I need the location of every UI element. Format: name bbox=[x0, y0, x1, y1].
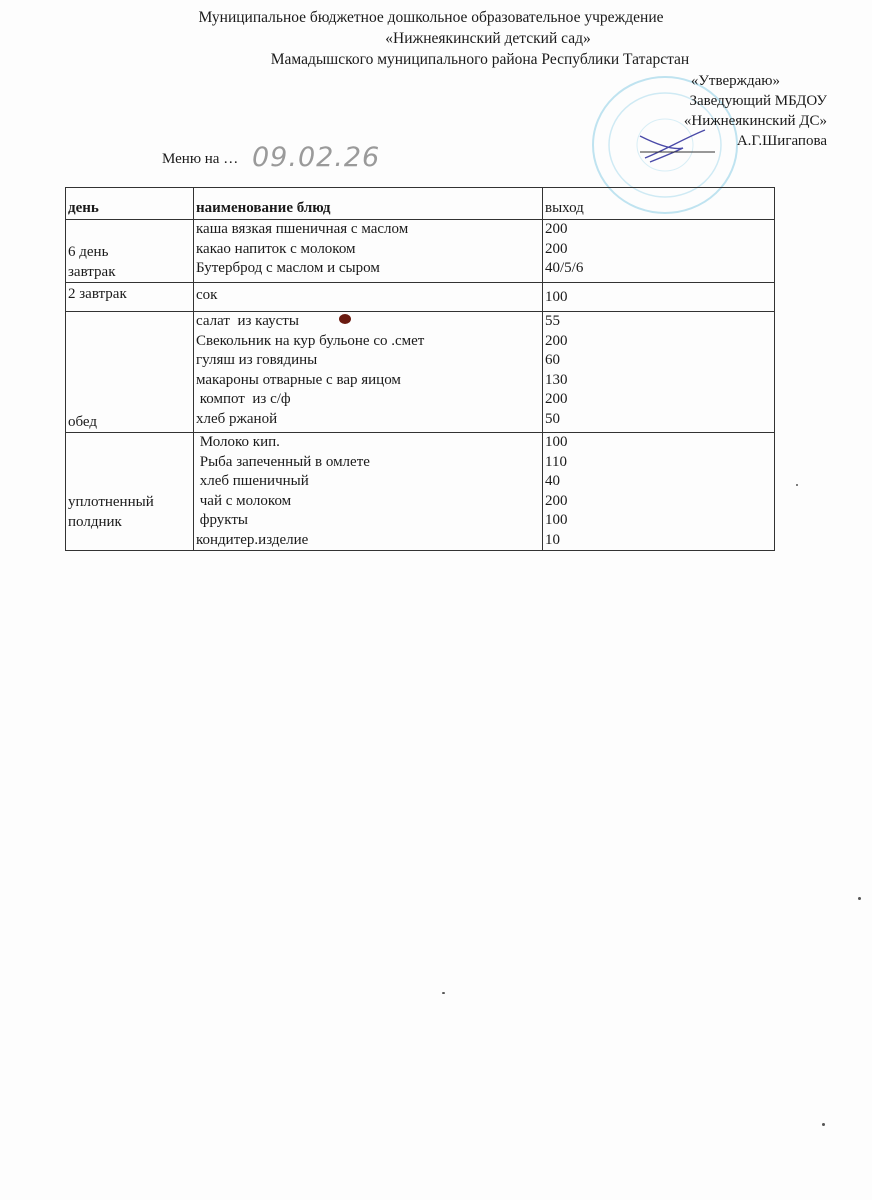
table-row bbox=[66, 312, 775, 433]
scan-speck bbox=[822, 1123, 825, 1126]
scan-speck bbox=[858, 897, 861, 900]
yields-cell: 100 bbox=[543, 283, 775, 312]
menu-table bbox=[65, 187, 775, 551]
approver-name: А.Г.Шигапова bbox=[736, 133, 827, 149]
menu-label: Меню на … bbox=[162, 151, 239, 167]
header-day: день bbox=[66, 188, 194, 220]
kindergarten-name: «Нижнеякинский детский сад» bbox=[385, 30, 591, 47]
dishes-cell: Молоко кип. Рыба запеченный в омлете хлеб пшеничный чай с молоком фрукты кондитер.изделие bbox=[194, 433, 543, 551]
yields-cell: 100 110 40 200 100 10 bbox=[543, 433, 775, 551]
menu-date-handwritten: 09.02.26 bbox=[252, 142, 381, 173]
table-row bbox=[66, 283, 775, 312]
ink-blot-icon bbox=[339, 314, 351, 324]
approver-org: «Нижнеякинский ДС» bbox=[683, 113, 827, 129]
institution-name: Муниципальное бюджетное дошкольное образовательное учреждение bbox=[198, 9, 664, 26]
approve-label: «Утверждаю» bbox=[690, 73, 780, 89]
dishes-cell: каша вязкая пшеничная с маслом какао напиток с молоком Бутерброд с маслом и сыром bbox=[194, 220, 543, 283]
table-header-row bbox=[66, 188, 775, 220]
meal-cell: 2 завтрак bbox=[66, 283, 194, 312]
table-row bbox=[66, 220, 775, 283]
meal-cell: 6 день завтрак bbox=[66, 220, 194, 283]
scan-speck bbox=[442, 992, 445, 994]
table-row bbox=[66, 433, 775, 551]
yields-cell: 55 200 60 130 200 50 bbox=[543, 312, 775, 433]
scan-speck bbox=[796, 484, 798, 486]
dishes-cell: салат из каусты Свекольник на кур бульоне со .смет гуляш из говядины макароны отварные с вар яицом компот из с/ф хлеб ржаной bbox=[194, 312, 543, 433]
header-yield: выход bbox=[543, 188, 775, 220]
district-name: Мамадышского муниципального района Республики Татарстан bbox=[270, 51, 690, 68]
yields-cell: 200 200 40/5/6 bbox=[543, 220, 775, 283]
header-dish: наименование блюд bbox=[194, 188, 543, 220]
dishes-cell: сок bbox=[194, 283, 543, 312]
approver-position: Заведующий МБДОУ bbox=[689, 93, 827, 109]
signature-icon bbox=[635, 128, 715, 168]
meal-cell: уплотненный полдник bbox=[66, 433, 194, 551]
meal-cell: обед bbox=[66, 312, 194, 433]
